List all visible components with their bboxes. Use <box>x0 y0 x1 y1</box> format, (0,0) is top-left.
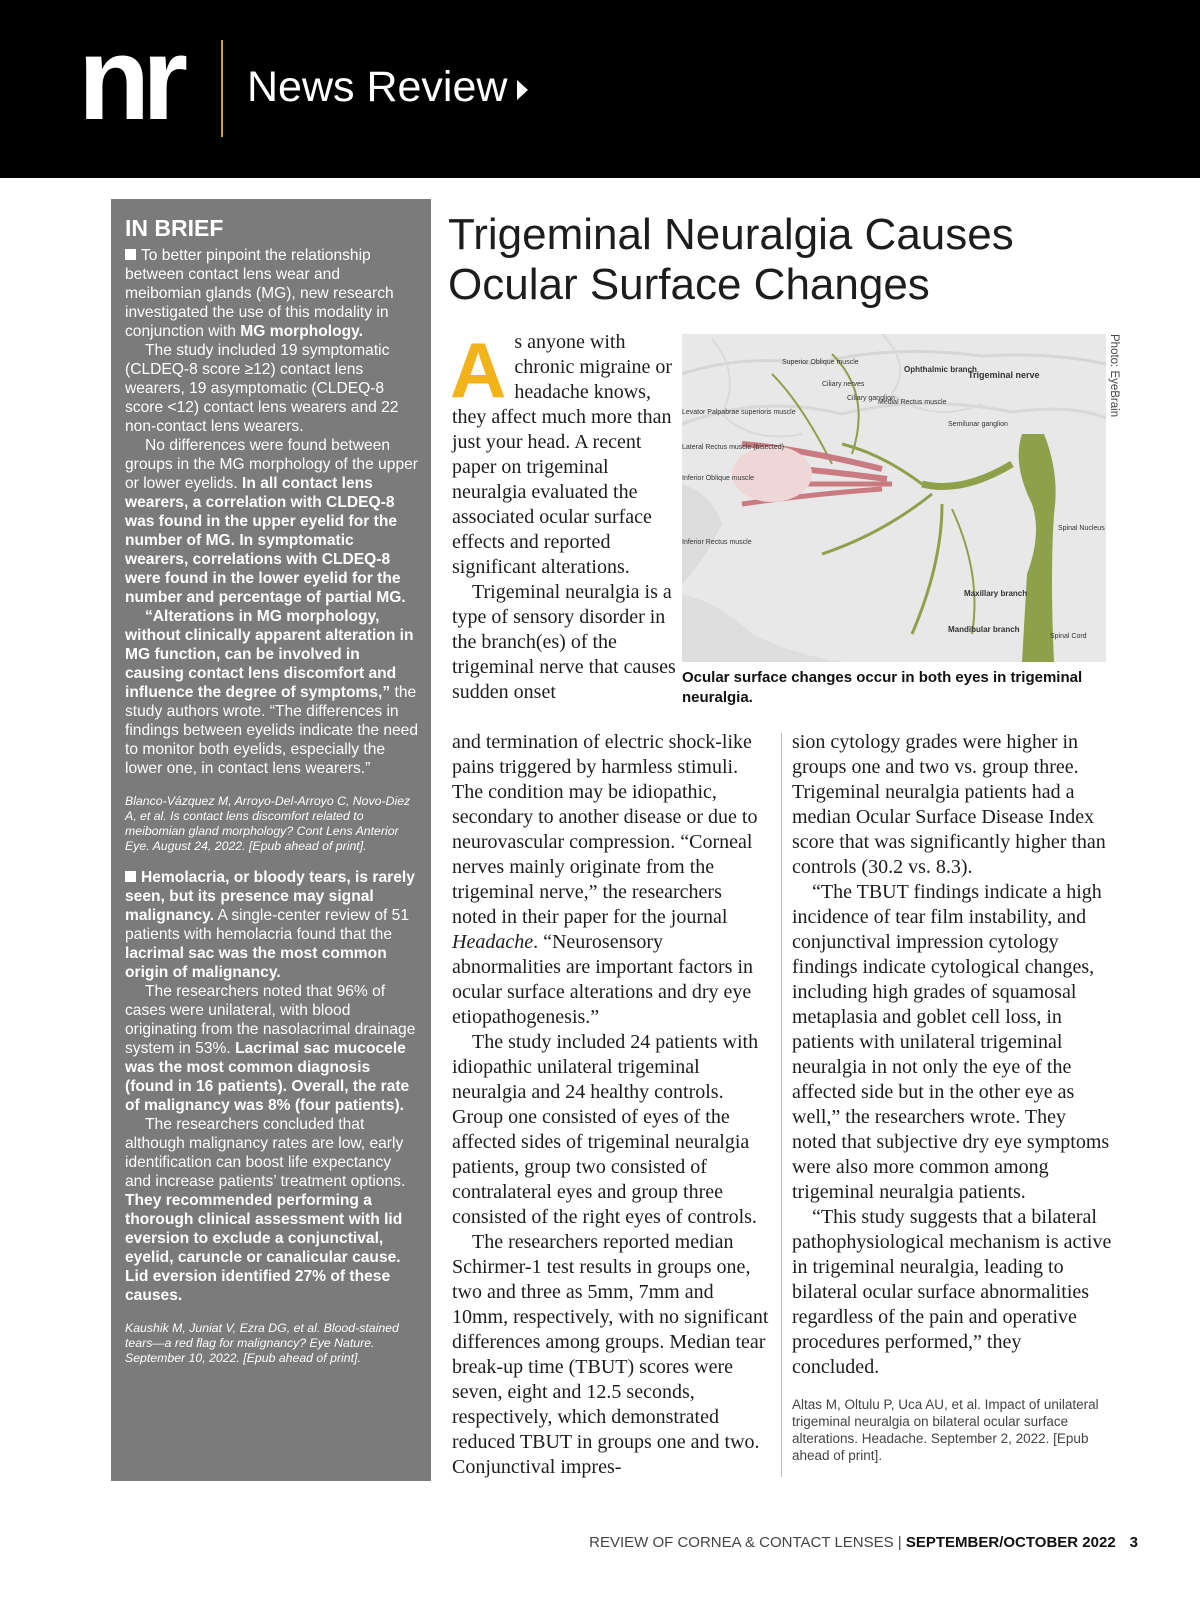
drop-cap: A <box>450 326 507 414</box>
label-mandibular: Mandibular branch <box>948 625 1020 634</box>
article-paragraph-1 <box>450 326 680 580</box>
brief1-paragraph-2: The study included 19 symptomatic (CLDEQ-8 score ≥12) contact lens wearers, 19 asymptomatic (CLDEQ-8 score <12) contact lens wearers and 22 non-contact lens wearers. <box>125 342 399 435</box>
nr-logo: nr <box>78 13 180 145</box>
column-divider <box>781 733 782 1477</box>
label-spinal-cord: Spinal Cord <box>1050 633 1087 640</box>
label-lateral-rectus: Lateral Rectus muscle (bisected) <box>682 444 784 451</box>
brief2-citation: Kaushik M, Juniat V, Ezra DG, et al. Blood-stained tears—a red flag for malignancy? Eye Nature. September 10, 2022. [Epub ahead of print]. <box>125 1321 399 1365</box>
brief2-p1-bold1: Hemolacria, or bloody tears, is rarely seen, but its presence may signal malignancy. <box>125 869 415 924</box>
article-paragraph-2-start: Trigeminal neuralgia is a type of sensory disorder in the branch(es) of the trigeminal nerve that causes sudden onset <box>452 581 676 703</box>
label-semilunar: Semilunar ganglion <box>948 421 1008 428</box>
label-spinal-nucleus: Spinal Nucleus <box>1058 525 1105 532</box>
label-maxillary: Maxillary branch <box>964 589 1028 598</box>
brief1-p4-bold: “Alterations in MG morphology, without clinically apparent alteration in MG function, can be involved in causing contact lens discomfort and influence the degree of symptoms,” <box>125 608 414 701</box>
brief2-paragraph-1 <box>125 868 419 982</box>
label-ophthalmic: Ophthalmic branch <box>904 365 977 374</box>
bullet-square-icon <box>125 249 136 260</box>
footer-issue: SEPTEMBER/OCTOBER 2022 <box>905 1534 1116 1551</box>
paragraph-1-text: s anyone with chronic migraine or headache knows, they affect much more than just your head. A recent paper on trigeminal neuralgia evaluated the associated ocular surface effects and reported significant alterations. <box>452 331 673 578</box>
brief1-paragraph-3 <box>125 436 419 607</box>
brief1-paragraph-4 <box>125 607 419 778</box>
footer-journal: REVIEW OF CORNEA & CONTACT LENSES <box>589 1534 894 1551</box>
label-levator: Levator Palpabrae superioris muscle <box>682 409 796 416</box>
masthead <box>0 0 1200 178</box>
paragraph-2-text: and termination of electric shock-like pains triggered by harmless stimuli. The condition may be idiopathic, secondary to another disease or due to neurovascular compression. “Corneal nerves mainly originate from the trigeminal nerve,” the researchers noted in their paper for the journal <box>452 731 758 928</box>
trigeminal-nerve-illustration <box>682 334 1106 662</box>
brief1-p1-bold: MG morphology. <box>240 323 364 340</box>
anatomy-figure-svg <box>682 334 1106 662</box>
article-title <box>448 210 1168 310</box>
label-ciliary-ganglion: Ciliary ganglion <box>847 395 895 402</box>
label-trigeminal-nerve: Trigeminal nerve <box>968 370 1040 380</box>
brief2-p3-text: The researchers concluded that although malignancy rates are low, early identification can boost life expectancy and increase patients’ treatment options. <box>125 1116 406 1190</box>
title-line-2: Ocular Surface Changes <box>448 260 930 309</box>
journal-name: Headache <box>452 931 534 953</box>
article-column-left <box>452 730 770 1480</box>
play-arrow-icon <box>517 80 528 100</box>
brief1-p3-text: No differences were found between groups in the MG morphology of the upper or lower eyelids. <box>125 437 418 492</box>
brief1-citation: Blanco-Vázquez M, Arroyo-Del-Arroyo C, Novo-Diez A, et al. Is contact lens discomfort related to meibomian gland morphology? Cont Lens Anterior Eye. August 24, 2022. [Epub ahead of print]. <box>125 794 411 853</box>
brief2-p1-text: A single-center review of 51 patients with hemolacria found that the <box>125 907 410 943</box>
brief2-p2-text: The researchers noted that 96% of cases were unilateral, with blood originating from the nasolacrimal drainage system in 53%. <box>125 983 416 1057</box>
page-number: 3 <box>1129 1534 1138 1551</box>
article-reference: Altas M, Oltulu P, Uca AU, et al. Impact of unilateral trigeminal neuralgia on bilateral ocular surface alterations. Headache. September 2, 2022. [Epub ahead of print]. <box>792 1397 1099 1463</box>
brief2-p3-bold: They recommended performing a thorough clinical assessment with lid eversion to exclude a conjunctival, eyelid, caruncle or canalicular cause. Lid eversion identified 27% of these causes. <box>125 1192 403 1304</box>
article-paragraph-4-cont: sion cytology grades were higher in groups one and two vs. group three. Trigeminal neuralgia patients had a median Ocular Surface Disease Index score that was significantly higher than controls (30.2 vs. 8.3). <box>792 731 1106 878</box>
section-title-text: News Review <box>247 63 508 111</box>
in-brief-sidebar <box>111 199 431 1481</box>
article-paragraph-4: The researchers reported median Schirmer-1 test results in groups one, two and three as 5mm, 7mm and 10mm, respectively, with no significant differences among groups. Median tear break-up time (TBUT) scores were seven, eight and 12.5 seconds, respectively, which demonstrated reduced TBUT in groups one and two. Conjunctival impres- <box>452 1231 769 1478</box>
label-superior-oblique: Superior Oblique muscle <box>782 359 859 366</box>
brief2-p2-bold: Lacrimal sac mucocele was the most common diagnosis (found in 16 patients). Overall, the rate of malignancy was 8% (four patients). <box>125 1040 410 1114</box>
figure-caption: Ocular surface changes occur in both eyes in trigeminal neuralgia. <box>682 669 1083 706</box>
brief2-p1-bold2: lacrimal sac was the most common origin of malignancy. <box>125 945 387 981</box>
article-paragraph-5: “The TBUT findings indicate a high incidence of tear film instability, and conjunctival impression cytology findings indicate cytological changes, including high grades of squamosal metaplasia and goblet cell loss, in patients with unilateral trigeminal neuralgia in not only the eye of the affected side but in the other eye as well,” the researchers wrote. They noted that subjective dry eye symptoms were also more common among trigeminal neuralgia patients. <box>792 881 1110 1203</box>
article-paragraph-3: The study included 24 patients with idiopathic unilateral trigeminal neuralgia and 24 healthy controls. Group one consisted of eyes of the affected sides of trigeminal neuralgia patients, group two consisted of contralateral eyes and group three consisted of the right eyes of controls. <box>452 1031 759 1228</box>
photo-credit: Photo: EyeBrain <box>1108 334 1120 418</box>
page-footer: REVIEW OF CORNEA & CONTACT LENSES | SEPTEMBER/OCTOBER 2022 3 <box>589 1534 1138 1551</box>
paragraph-2-end: . “Neurosensory abnormalities are important factors in ocular surface alterations and dry eye etiopathogenesis.” <box>452 931 754 1028</box>
title-line-1: Trigeminal Neuralgia Causes <box>448 210 1014 259</box>
label-ciliary-nerves: Ciliary nerves <box>822 381 865 388</box>
article-intro-column <box>450 326 680 705</box>
article-paragraph-2-cont <box>452 730 770 1030</box>
brief1-p3-bold: In all contact lens wearers, a correlation with CLDEQ-8 was found in the upper eyelid for the number of MG. In symptomatic wearers, correlations with CLDEQ-8 were found in the lower eyelid for the number and percentage of partial MG. <box>125 475 406 606</box>
in-brief-title: IN BRIEF <box>125 215 224 241</box>
logo-divider <box>221 40 223 137</box>
brief1-p1-text: To better pinpoint the relationship between contact lens wear and meibomian glands (MG), new research investigated the use of this modality in conjunction with <box>125 247 394 340</box>
brief2-paragraph-2 <box>125 982 419 1115</box>
brief1-paragraph-1 <box>125 246 419 341</box>
label-inferior-rectus: Inferior Rectus muscle <box>682 539 752 546</box>
section-title <box>247 62 528 114</box>
article-paragraph-6: “This study suggests that a bilateral pathophysiological mechanism is active in trigeminal neuralgia, leading to bilateral ocular surface abnormalities regardless of the pain and operative procedures performed,” they concluded. <box>792 1206 1112 1378</box>
label-inferior-oblique: Inferior Oblique muscle <box>682 475 754 482</box>
article-column-right <box>792 730 1112 1478</box>
brief2-paragraph-3 <box>125 1115 419 1305</box>
bullet-square-icon <box>125 871 136 882</box>
brief1-p4-text: the study authors wrote. “The differences in findings between eyelids indicate the need to monitor both eyelids, especially the lower one, in contact lens wearers.” <box>125 684 419 777</box>
label-medial-rectus: Medial Rectus muscle <box>878 399 947 406</box>
